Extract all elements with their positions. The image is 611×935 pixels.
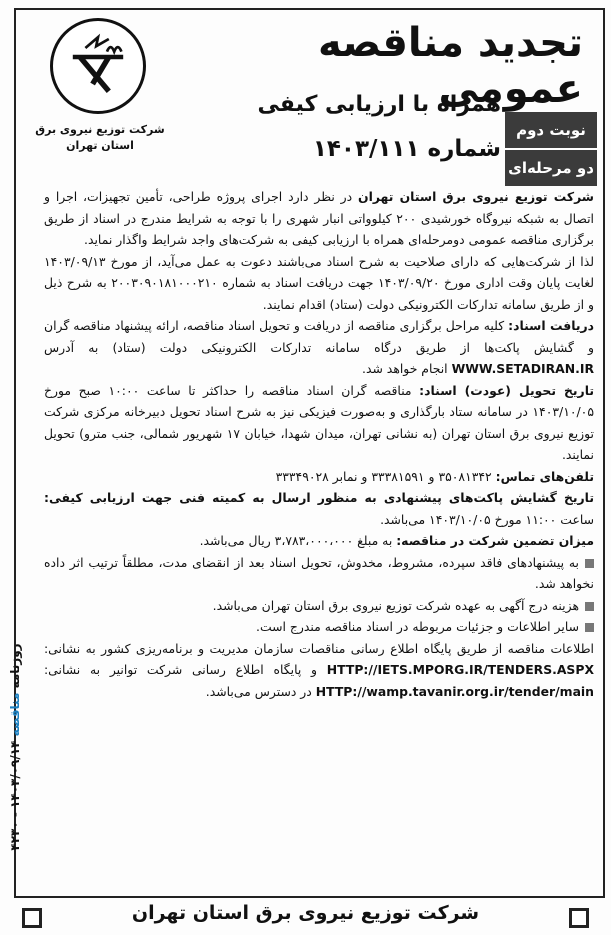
footer: [0, 898, 611, 935]
paper-label: روزنامه: [8, 643, 22, 689]
paper-ref: ۱۴۰۳/۰۹/۱۴ - ۴۲۳۰: [8, 740, 22, 851]
phones-text: ۳۵۰۸۱۳۴۲ و ۳۳۳۸۱۵۹۱ و نمابر ۳۳۳۴۹۰۲۸: [275, 468, 496, 484]
guarantee-heading: میزان تضمین شرکت در مناقصه:: [396, 533, 594, 548]
logo-caption: [30, 122, 170, 154]
bullet-text: سایر اطلاعات و جزئیات مربوطه در اسناد مناقصه مندرج است.: [256, 619, 579, 634]
logo-caption-line2: استان تهران: [66, 139, 134, 152]
page-title: تجدید مناقصه عمومی: [318, 20, 583, 112]
info-tail: در دسترس می‌باشد.: [205, 683, 316, 699]
info-text: اطلاعات مناقصه از طریق پایگاه اطلاع رسانی مناقصات سازمان مدیریت و برنامه‌ریزی کشور به نشانی:: [44, 640, 594, 656]
guarantee-text: به مبلغ ۳،۷۸۳،۰۰۰،۰۰۰ ریال می‌باشد.: [199, 533, 397, 548]
side-text: [8, 602, 22, 892]
delivery-text: مناقصه گران اسناد مناقصه را حداکثر تا ساعت ۱۰:۰۰ صبح مورخ ۱۴۰۳/۱۰/۰۵ در سامانه ستاد بارگذاری و به‌صورت فیزیکی نیز به شرح اسناد تحویل دبیرخانه مرکزی شرکت توزیع نیروی برق استان تهران (به نشانی تهران، میدان شهدا، خیابان ۱۷ شهریور شمالی، جنب مترو) تحویل نمایند.: [44, 382, 595, 462]
paragraph-delivery: [44, 380, 594, 466]
info-mid: و پایگاه اطلاع رسانی شرکت توانیر به نشانی:: [44, 662, 327, 677]
footer-square-icon: [22, 908, 42, 928]
square-bullet-icon: [585, 602, 594, 611]
company-logo: [50, 18, 146, 114]
paragraph-opening: [44, 487, 594, 530]
square-bullet-icon: [585, 623, 594, 632]
intro-company: شرکت توزیع نیروی برق استان تهران: [358, 189, 594, 204]
stage-badge: دو مرحله‌ای: [505, 150, 597, 186]
tavanir-link[interactable]: HTTP://wamp.tavanir.org.ir/tender/main: [315, 683, 594, 699]
documents-heading: دریافت اسناد:: [508, 318, 595, 333]
opening-text: ساعت ۱۱:۰۰ مورخ ۱۴۰۳/۱۰/۰۵ می‌باشد.: [380, 511, 594, 527]
footer-company: شرکت توزیع نیروی برق استان تهران: [131, 902, 480, 924]
bullet-item: [44, 595, 594, 617]
tender-number: شماره ۱۴۰۳/۱۱۱: [312, 136, 501, 162]
delivery-heading: تاریخ تحویل (عودت) اسناد:: [419, 382, 594, 398]
subtitle: همراه با ارزیابی کیفی: [257, 92, 501, 117]
footer-square-icon: [569, 908, 589, 928]
paragraph-info: [44, 638, 594, 703]
paper-name: مناقصه: [8, 692, 22, 737]
documents-tail: انجام خواهد شد.: [362, 361, 452, 376]
announcement-body: [44, 186, 594, 702]
bullet-text: به پیشنهادهای فاقد سپرده، مشروط، مخدوش، تحویل اسناد بعد از انقضای مدت، مطلقاً ترتیب اثر داده نخواهد شد.: [44, 554, 594, 591]
logo-caption-line1: شرکت توزیع نیروی برق: [35, 123, 165, 136]
invitation-text: لذا از شرکت‌هایی که دارای صلاحیت به شرح اسناد می‌باشند دعوت به عمل می‌آید، از مورخ ۱۴۰۳/۰۹/۱۳ لغایت پایان وقت اداری مورخ ۱۴۰۳/۰۹/۲۰ جهت دریافت اسناد به شماره ۲۰۰۳۰۹۰۱۸۱۰۰۰۲۱۰ به شرح ذیل و از طریق سامانه تدارکات الکترونیکی دولت (ستاد) اقدام نمایند.: [44, 253, 594, 312]
opening-heading: تاریخ گشایش پاکت‌های پیشنهادی به منظور ارسال به کمیته فنی جهت ارزیابی کیفی:: [44, 490, 594, 505]
paragraph-guarantee: [44, 530, 594, 552]
paragraph-invitation: [44, 251, 594, 316]
documents-text: کلیه مراحل برگزاری مناقصه از دریافت و تحویل اسناد مناقصه، ارائه پیشنهاد مناقصه گران و گشایش پاکت‌ها از طریق درگاه سامانه تدارکات الکترونیکی دولت (ستاد) به آدرس: [44, 318, 594, 355]
bullet-item: [44, 616, 594, 638]
round-badge: نوبت دوم: [505, 112, 597, 148]
bullet-item: [44, 552, 594, 595]
lightning-logo-icon: [53, 21, 143, 111]
bullet-text: هزینه درج آگهی به عهده شرکت توزیع نیروی برق استان تهران می‌باشد.: [212, 597, 579, 613]
paragraph-phones: [44, 466, 594, 488]
setad-link[interactable]: WWW.SETADIRAN.IR: [451, 361, 594, 376]
paragraph-documents: [44, 315, 594, 380]
square-bullet-icon: [585, 559, 594, 568]
paragraph-intro: [44, 186, 594, 251]
phones-heading: تلفن‌های تماس:: [495, 468, 594, 484]
intro-text: در نظر دارد اجرای پروژه طراحی، تأمین تجهیزات، اجرا و اتصال به شبکه نیروگاه خورشیدی ۲۰۰ کیلوواتی انبار شهری را با توجه به شرایط مندرج در اسناد از طریق برگزاری مناقصه عمومی دومرحله‌ای همراه با ارزیابی کیفی به شرکت‌های واجد شرایط واگذار نماید.: [44, 189, 594, 247]
iets-link[interactable]: HTTP://IETS.MPORG.IR/TENDERS.ASPX: [326, 662, 594, 677]
newspaper-side-label: [0, 600, 22, 900]
